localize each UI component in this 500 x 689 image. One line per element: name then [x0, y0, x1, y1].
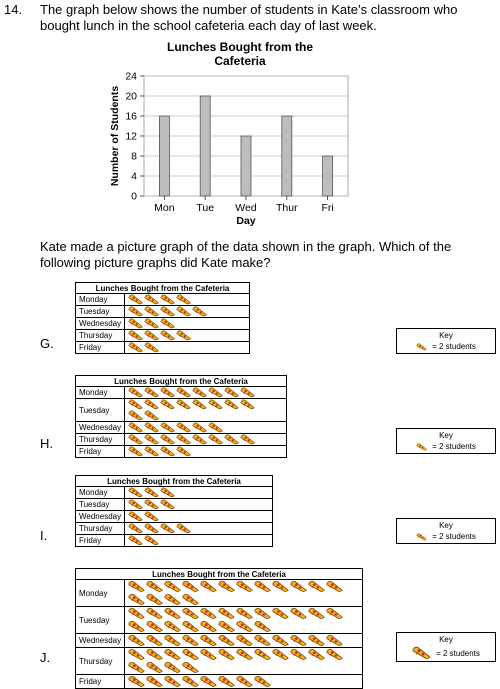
picture-graph-row — [76, 511, 273, 523]
picture-graph-row — [76, 387, 287, 399]
pizza-slice-icon — [192, 399, 208, 410]
pizza-slice-icon — [128, 342, 144, 353]
pizza-slice-icon — [182, 675, 200, 688]
pizza-slice-icon — [128, 410, 144, 421]
x-tick-label: Fri — [321, 202, 334, 214]
option-letter-h[interactable]: H. — [40, 436, 53, 451]
day-label: Friday — [76, 675, 125, 689]
pizza-icons — [125, 399, 287, 422]
pizza-slice-icon — [160, 434, 176, 445]
pizza-slice-icon — [254, 620, 272, 633]
pizza-slice-icon — [128, 620, 146, 633]
question-text: The graph below shows the number of students in Kate’s classroom who bought lunch in the school cafeteria each day of last week. — [40, 2, 458, 33]
pizza-slice-icon — [164, 675, 182, 688]
day-label: Monday — [76, 294, 125, 306]
pizza-icons — [125, 607, 363, 634]
pizza-slice-icon — [272, 607, 290, 620]
pizza-slice-icon — [254, 634, 272, 647]
pizza-slice-icon — [164, 607, 182, 620]
pizza-slice-icon — [208, 399, 224, 410]
pizza-slice-icon — [290, 607, 308, 620]
pizza-slice-icon — [128, 634, 146, 647]
option-letter-i[interactable]: I. — [40, 528, 48, 543]
pizza-slice-icon — [128, 306, 144, 317]
pizza-slice-icon — [128, 434, 144, 445]
pizza-slice-icon — [176, 446, 192, 457]
pizza-slice-icon — [160, 387, 176, 398]
pizza-slice-icon — [192, 387, 208, 398]
picture-graph-title: Lunches Bought from the Cafeteria — [76, 476, 273, 487]
pizza-slice-icon — [182, 661, 200, 674]
pizza-slice-icon — [146, 620, 164, 633]
pizza-slice-icon — [308, 648, 326, 661]
pizza-slice-icon — [128, 661, 146, 674]
pizza-slice-icon — [176, 434, 192, 445]
pizza-icons — [125, 330, 250, 342]
x-tick-label: Mon — [154, 202, 175, 214]
picture-graph-row — [76, 675, 363, 689]
pizza-slice-icon — [308, 607, 326, 620]
key-title: Key — [439, 331, 453, 340]
pizza-slice-icon — [176, 422, 192, 433]
option-letter-g[interactable]: G. — [40, 336, 54, 351]
pizza-slice-icon — [146, 580, 164, 593]
key-text: = 2 students — [432, 442, 476, 451]
day-label: Tuesday — [76, 499, 125, 511]
picture-graph-row — [76, 342, 250, 354]
pizza-slice-icon — [128, 422, 144, 433]
picture-graph-row — [76, 580, 363, 607]
pizza-slice-icon — [164, 661, 182, 674]
pizza-slice-icon — [412, 646, 432, 660]
pizza-icons — [125, 387, 287, 399]
pizza-slice-icon — [236, 607, 254, 620]
pizza-icons — [125, 422, 287, 434]
pizza-slice-icon — [128, 593, 146, 606]
picture-graph-row — [76, 499, 273, 511]
day-label: Tuesday — [76, 306, 125, 318]
y-tick-label: 24 — [125, 70, 137, 83]
pizza-slice-icon — [416, 533, 428, 541]
pizza-slice-icon — [236, 648, 254, 661]
x-axis-label: Day — [236, 215, 256, 227]
pizza-slice-icon — [236, 634, 254, 647]
pizza-slice-icon — [160, 446, 176, 457]
pizza-slice-icon — [254, 580, 272, 593]
pizza-slice-icon — [146, 675, 164, 688]
day-label: Thursday — [76, 648, 125, 675]
key-title: Key — [439, 521, 453, 530]
y-tick-label: 4 — [131, 170, 137, 183]
picture-graph-row — [76, 434, 287, 446]
day-label: Monday — [76, 487, 125, 499]
pizza-slice-icon — [144, 410, 160, 421]
pizza-slice-icon — [240, 399, 256, 410]
pizza-slice-icon — [146, 607, 164, 620]
pizza-slice-icon — [144, 523, 160, 534]
picture-graph-j[interactable] — [75, 568, 363, 689]
option-letter-j[interactable]: J. — [40, 650, 51, 665]
question-number: 14. — [4, 2, 23, 17]
picture-graph-row — [76, 318, 250, 330]
day-label: Wednesday — [76, 511, 125, 523]
picture-graph-row — [76, 487, 273, 499]
pizza-slice-icon — [164, 580, 182, 593]
pizza-slice-icon — [128, 511, 144, 522]
pizza-slice-icon — [182, 593, 200, 606]
day-label: Tuesday — [76, 399, 125, 422]
pizza-slice-icon — [192, 434, 208, 445]
picture-graph-row — [76, 634, 363, 648]
y-tick-label: 12 — [125, 130, 137, 143]
pizza-slice-icon — [160, 487, 176, 498]
key-j — [396, 632, 496, 662]
picture-graph-row — [76, 535, 273, 547]
pizza-slice-icon — [208, 434, 224, 445]
pizza-slice-icon — [144, 511, 160, 522]
picture-graph-title: Lunches Bought from the Cafeteria — [76, 376, 287, 387]
day-label: Thursday — [76, 434, 125, 446]
day-label: Monday — [76, 580, 125, 607]
pizza-slice-icon — [128, 580, 146, 593]
pizza-slice-icon — [272, 580, 290, 593]
pizza-slice-icon — [218, 675, 236, 688]
pizza-slice-icon — [182, 620, 200, 633]
pizza-icons — [125, 675, 363, 689]
pizza-slice-icon — [146, 634, 164, 647]
pizza-slice-icon — [144, 499, 160, 510]
pizza-slice-icon — [160, 523, 176, 534]
day-label: Tuesday — [76, 607, 125, 634]
pizza-slice-icon — [176, 387, 192, 398]
pizza-icons — [125, 580, 363, 607]
x-tick-label: Tue — [196, 202, 215, 214]
pizza-icons — [125, 306, 250, 318]
pizza-slice-icon — [128, 294, 144, 305]
pizza-slice-icon — [326, 648, 344, 661]
pizza-slice-icon — [128, 446, 144, 457]
pizza-slice-icon — [128, 648, 146, 661]
pizza-slice-icon — [128, 330, 144, 341]
pizza-slice-icon — [218, 607, 236, 620]
pizza-slice-icon — [128, 487, 144, 498]
key-title: Key — [439, 635, 453, 644]
pizza-slice-icon — [218, 648, 236, 661]
pizza-slice-icon — [144, 535, 160, 546]
pizza-slice-icon — [182, 607, 200, 620]
picture-graph-row — [76, 294, 250, 306]
pizza-slice-icon — [200, 648, 218, 661]
picture-graph-row — [76, 446, 287, 458]
pizza-slice-icon — [182, 580, 200, 593]
pizza-slice-icon — [128, 318, 144, 329]
pizza-icons — [125, 523, 273, 535]
pizza-slice-icon — [144, 487, 160, 498]
bar-wed — [241, 136, 251, 196]
y-tick-label: 8 — [131, 150, 137, 163]
bar-chart — [100, 70, 360, 230]
pizza-slice-icon — [144, 434, 160, 445]
day-label: Friday — [76, 342, 125, 354]
pizza-slice-icon — [176, 294, 192, 305]
pizza-slice-icon — [326, 607, 344, 620]
pizza-slice-icon — [144, 294, 160, 305]
pizza-icons — [125, 487, 273, 499]
picture-graph-row — [76, 422, 287, 434]
pizza-slice-icon — [160, 306, 176, 317]
pizza-slice-icon — [192, 306, 208, 317]
pizza-slice-icon — [192, 422, 208, 433]
day-label: Wednesday — [76, 422, 125, 434]
pizza-icons — [125, 342, 250, 354]
pizza-slice-icon — [128, 607, 146, 620]
picture-graph-title: Lunches Bought from the Cafeteria — [76, 283, 250, 294]
pizza-slice-icon — [160, 318, 176, 329]
pizza-slice-icon — [164, 634, 182, 647]
pizza-slice-icon — [144, 342, 160, 353]
pizza-slice-icon — [128, 499, 144, 510]
pizza-slice-icon — [128, 399, 144, 410]
key-h — [396, 428, 496, 454]
pizza-slice-icon — [308, 634, 326, 647]
pizza-slice-icon — [164, 620, 182, 633]
pizza-slice-icon — [254, 675, 272, 688]
pizza-slice-icon — [254, 648, 272, 661]
pizza-icons — [125, 294, 250, 306]
y-tick-label: 16 — [125, 110, 137, 123]
pizza-slice-icon — [182, 648, 200, 661]
key-i — [396, 518, 496, 544]
bar-fri — [323, 156, 333, 196]
day-label: Friday — [76, 446, 125, 458]
pizza-slice-icon — [164, 593, 182, 606]
day-label: Monday — [76, 387, 125, 399]
day-label: Wednesday — [76, 318, 125, 330]
pizza-slice-icon — [128, 675, 146, 688]
key-g — [396, 328, 496, 354]
key-text: = 2 students — [432, 532, 476, 541]
pizza-slice-icon — [326, 580, 344, 593]
pizza-slice-icon — [240, 387, 256, 398]
pizza-slice-icon — [176, 523, 192, 534]
pizza-icons — [125, 634, 363, 648]
pizza-slice-icon — [326, 634, 344, 647]
pizza-slice-icon — [160, 294, 176, 305]
key-title: Key — [439, 431, 453, 440]
pizza-slice-icon — [208, 387, 224, 398]
pizza-icons — [125, 434, 287, 446]
chart-title: Lunches Bought from the Cafeteria — [167, 40, 313, 68]
pizza-slice-icon — [160, 422, 176, 433]
key-text: = 2 students — [432, 342, 476, 351]
day-label: Wednesday — [76, 634, 125, 648]
pizza-slice-icon — [128, 387, 144, 398]
pizza-slice-icon — [308, 580, 326, 593]
pizza-slice-icon — [144, 318, 160, 329]
y-tick-label: 20 — [125, 90, 137, 103]
pizza-slice-icon — [160, 499, 176, 510]
picture-graph-title: Lunches Bought from the Cafeteria — [76, 569, 363, 580]
x-tick-label: Thur — [276, 202, 298, 214]
pizza-slice-icon — [182, 634, 200, 647]
question-prompt: Kate made a picture graph of the data shown in the graph. Which of the following picture graphs did Kate make? — [40, 239, 452, 270]
picture-graph-g[interactable] — [75, 282, 250, 354]
pizza-slice-icon — [144, 446, 160, 457]
pizza-slice-icon — [240, 434, 256, 445]
pizza-slice-icon — [144, 330, 160, 341]
pizza-slice-icon — [160, 330, 176, 341]
pizza-slice-icon — [200, 620, 218, 633]
pizza-slice-icon — [176, 330, 192, 341]
pizza-slice-icon — [200, 634, 218, 647]
pizza-slice-icon — [146, 661, 164, 674]
pizza-slice-icon — [128, 523, 144, 534]
pizza-slice-icon — [128, 535, 144, 546]
y-tick-label: 0 — [131, 190, 137, 203]
picture-graph-row — [76, 523, 273, 535]
pizza-slice-icon — [224, 399, 240, 410]
picture-graph-row — [76, 306, 250, 318]
pizza-slice-icon — [224, 434, 240, 445]
pizza-slice-icon — [236, 620, 254, 633]
pizza-slice-icon — [218, 634, 236, 647]
pizza-icons — [125, 511, 273, 523]
picture-graph-h[interactable] — [75, 375, 287, 458]
pizza-slice-icon — [176, 306, 192, 317]
pizza-slice-icon — [290, 634, 308, 647]
pizza-slice-icon — [290, 648, 308, 661]
picture-graph-row — [76, 330, 250, 342]
pizza-slice-icon — [160, 399, 176, 410]
pizza-slice-icon — [200, 607, 218, 620]
day-label: Thursday — [76, 523, 125, 535]
bar-tue — [200, 96, 210, 196]
x-tick-label: Wed — [235, 202, 257, 214]
pizza-slice-icon — [224, 387, 240, 398]
pizza-slice-icon — [236, 580, 254, 593]
bar-thur — [282, 116, 292, 196]
pizza-slice-icon — [290, 580, 308, 593]
pizza-slice-icon — [218, 580, 236, 593]
day-label: Thursday — [76, 330, 125, 342]
pizza-slice-icon — [416, 343, 428, 351]
y-axis-label: Number of Students — [109, 85, 121, 187]
pizza-slice-icon — [176, 399, 192, 410]
key-text: = 2 students — [436, 648, 480, 658]
pizza-slice-icon — [200, 675, 218, 688]
pizza-slice-icon — [254, 607, 272, 620]
day-label: Friday — [76, 535, 125, 547]
pizza-slice-icon — [164, 648, 182, 661]
pizza-icons — [125, 648, 363, 675]
pizza-slice-icon — [272, 648, 290, 661]
picture-graph-row — [76, 607, 363, 634]
pizza-icons — [125, 318, 250, 330]
pizza-slice-icon — [272, 634, 290, 647]
picture-graph-row — [76, 648, 363, 675]
pizza-slice-icon — [144, 399, 160, 410]
pizza-slice-icon — [236, 675, 254, 688]
pizza-slice-icon — [218, 620, 236, 633]
picture-graph-i[interactable] — [75, 475, 273, 547]
pizza-slice-icon — [146, 593, 164, 606]
pizza-slice-icon — [144, 387, 160, 398]
pizza-slice-icon — [208, 422, 224, 433]
pizza-slice-icon — [200, 580, 218, 593]
pizza-icons — [125, 446, 287, 458]
pizza-slice-icon — [416, 443, 428, 451]
bar-mon — [159, 116, 169, 196]
picture-graph-row — [76, 399, 287, 422]
pizza-slice-icon — [144, 422, 160, 433]
pizza-slice-icon — [144, 306, 160, 317]
pizza-icons — [125, 535, 273, 547]
pizza-icons — [125, 499, 273, 511]
pizza-slice-icon — [146, 648, 164, 661]
